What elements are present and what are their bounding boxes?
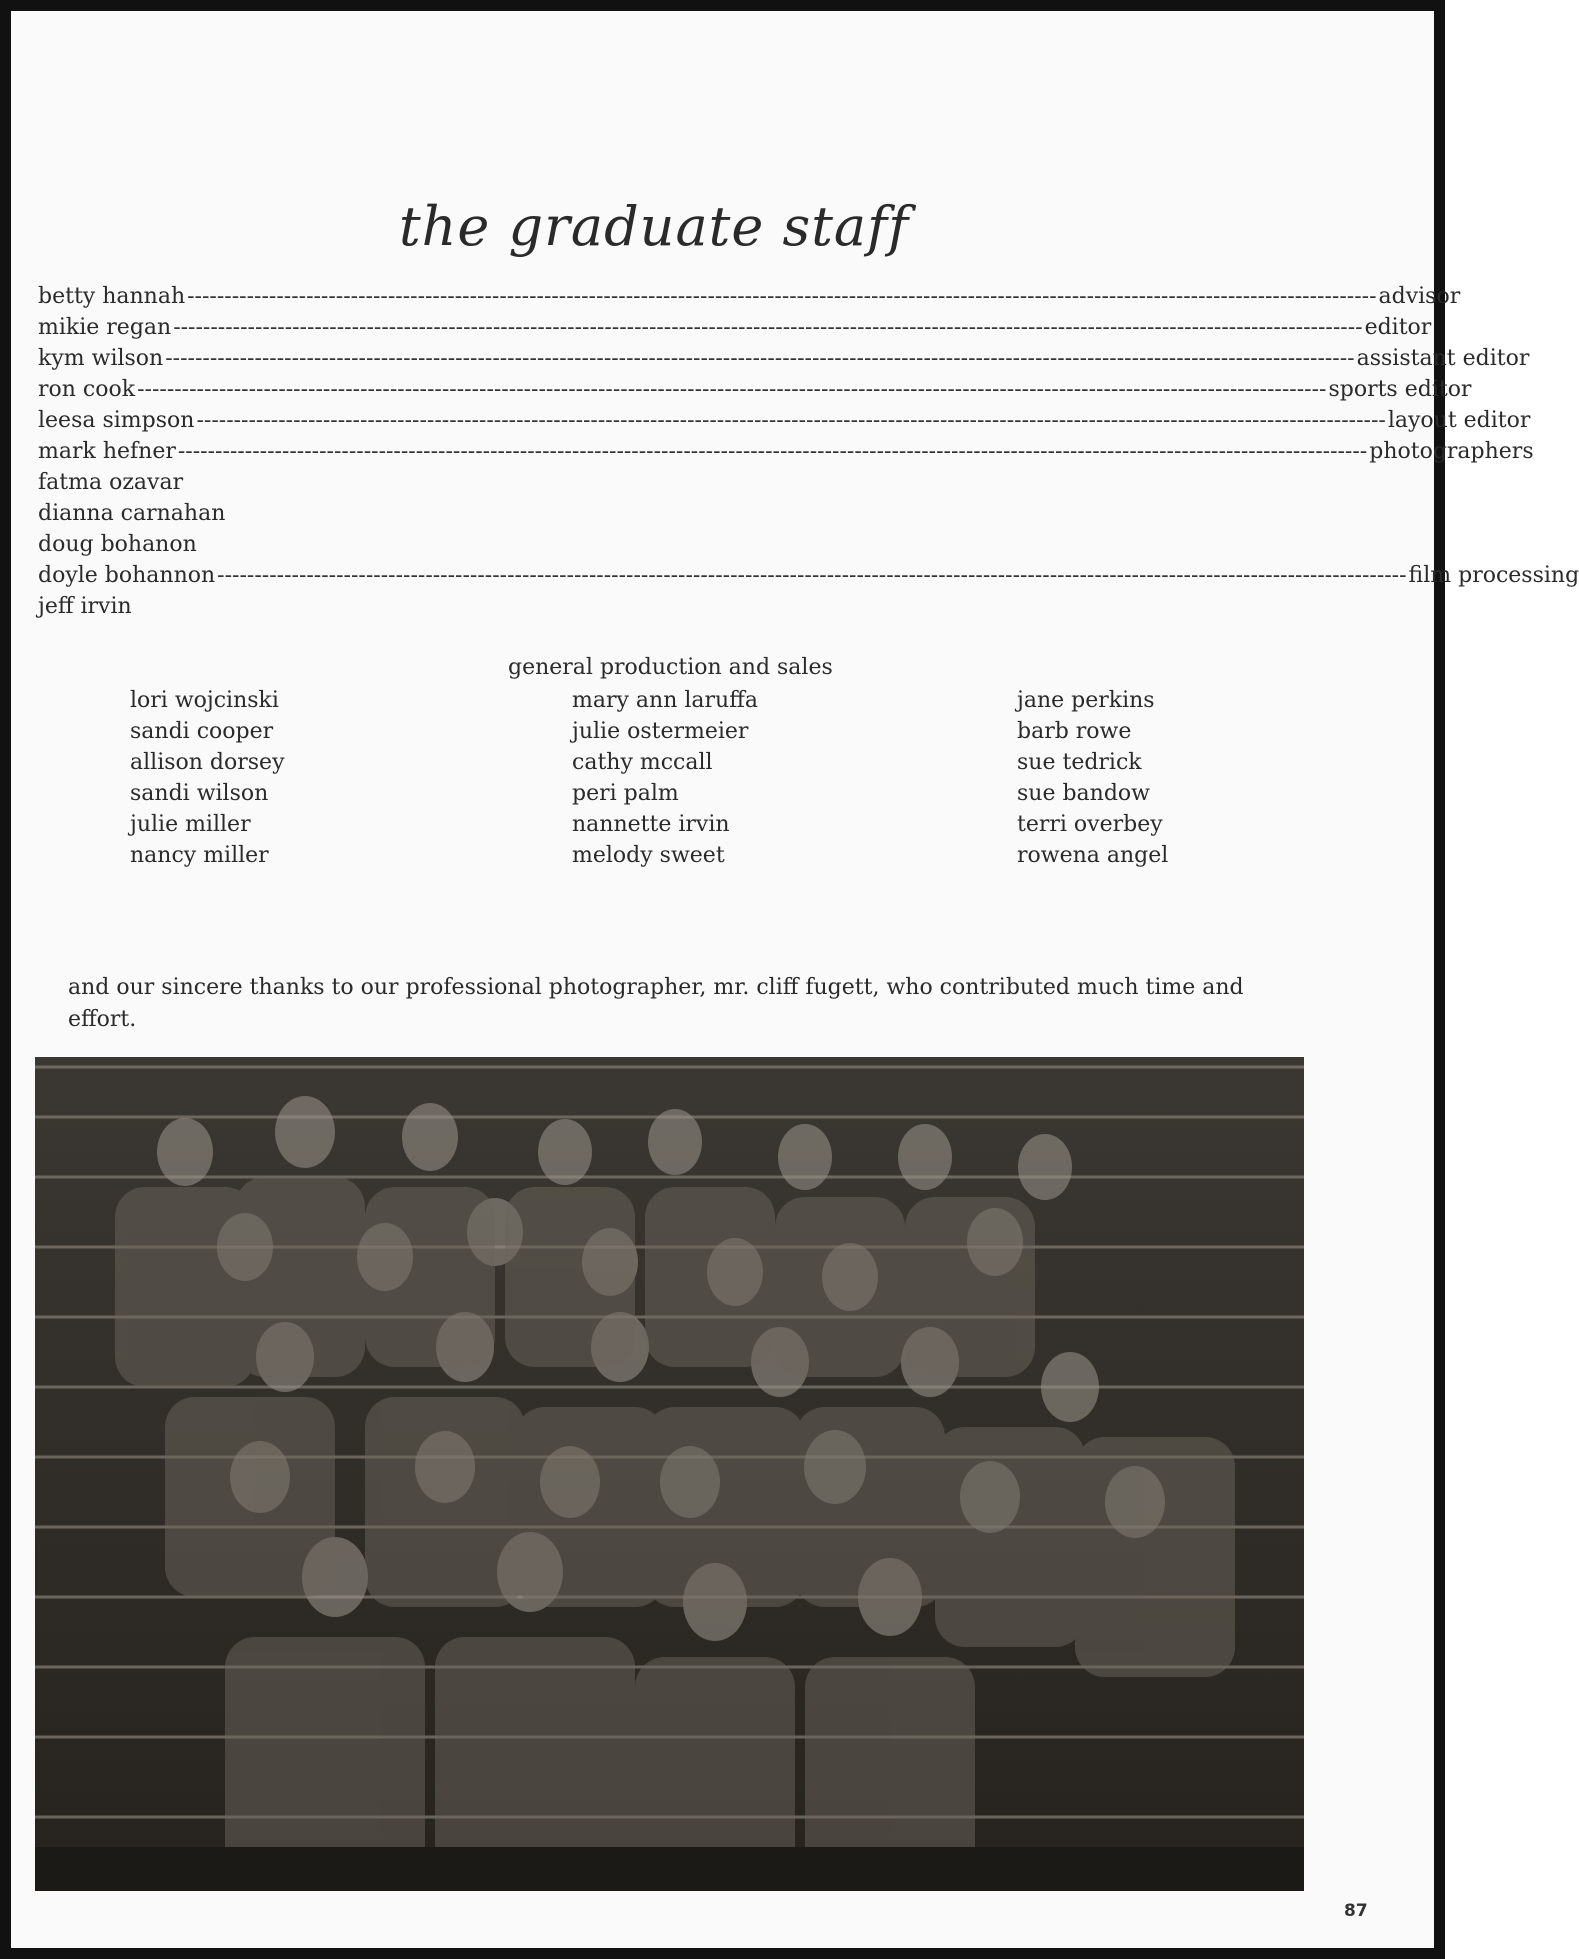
staff-row [38, 498, 1308, 529]
general-production-heading: general production and sales [508, 655, 833, 680]
member-name: julie ostermeier [572, 719, 749, 744]
staff-row [38, 374, 1472, 405]
member-name: cathy mccall [572, 750, 713, 775]
staff-name: kym wilson [38, 346, 164, 371]
staff-name: leesa simpson [38, 408, 195, 433]
staff-name: jeff irvin [38, 594, 132, 619]
member-name: peri palm [572, 781, 679, 806]
member-name: nancy miller [130, 843, 269, 868]
staff-row [38, 560, 1579, 591]
member-name: terri overbey [1017, 812, 1163, 837]
leader-dashes: ---------------------------------------------------------------------------------------------------------------------------------------------------------------- [177, 439, 1368, 464]
staff-name: mikie regan [38, 315, 172, 340]
staff-name: doyle bohannon [38, 563, 216, 588]
staff-name: dianna carnahan [38, 501, 226, 526]
member-name: sue tedrick [1017, 750, 1142, 775]
thanks-paragraph: and our sincere thanks to our professional photographer, mr. cliff fugett, who contributed much time and effort. [68, 975, 1244, 1032]
staff-role: photographers [1369, 439, 1534, 464]
member-name: allison dorsey [130, 750, 285, 775]
staff-role: layout editor [1387, 408, 1531, 433]
member-name: sandi wilson [130, 781, 269, 806]
member-name: melody sweet [572, 843, 725, 868]
staff-row [38, 467, 1308, 498]
staff-row [38, 591, 1308, 622]
member-name: jane perkins [1017, 688, 1155, 713]
member-name: sandi cooper [130, 719, 274, 744]
leader-dashes: ---------------------------------------------------------------------------------------------------------------------------------------------------------------- [196, 408, 1386, 433]
member-name: nannette irvin [572, 812, 730, 837]
leader-dashes: ---------------------------------------------------------------------------------------------------------------------------------------------------------------- [173, 315, 1363, 340]
staff-row [38, 436, 1534, 467]
staff-name: betty hannah [38, 284, 186, 309]
staff-row [38, 529, 1308, 560]
member-name: sue bandow [1017, 781, 1150, 806]
staff-role: film processing [1408, 563, 1579, 588]
member-name: lori wojcinski [130, 688, 279, 713]
page-number: 87 [1344, 1901, 1368, 1921]
staff-name: doug bohanon [38, 532, 197, 557]
production-column-1 [130, 685, 285, 871]
staff-row [38, 405, 1531, 436]
staff-role: assistant editor [1356, 346, 1530, 371]
staff-role: sports editor [1328, 377, 1472, 402]
staff-row [38, 343, 1530, 374]
staff-row [38, 312, 1432, 343]
staff-name: fatma ozavar [38, 470, 184, 495]
member-name: rowena angel [1017, 843, 1169, 868]
staff-role: advisor [1378, 284, 1461, 309]
leader-dashes: ---------------------------------------------------------------------------------------------------------------------------------------------------------------- [137, 377, 1327, 402]
page-title: the graduate staff [398, 195, 910, 258]
staff-role: editor [1364, 315, 1432, 340]
leader-dashes: ---------------------------------------------------------------------------------------------------------------------------------------------------------------- [217, 563, 1407, 588]
staff-name: ron cook [38, 377, 136, 402]
production-column-3 [1017, 685, 1168, 871]
staff-row [38, 281, 1461, 312]
production-column-2 [572, 685, 758, 871]
member-name: mary ann laruffa [572, 688, 758, 713]
staff-list [38, 281, 1579, 622]
group-photo [35, 1057, 1304, 1891]
member-name: julie miller [130, 812, 251, 837]
group-photo-image [35, 1057, 1304, 1891]
member-name: barb rowe [1017, 719, 1132, 744]
leader-dashes: ---------------------------------------------------------------------------------------------------------------------------------------------------------------- [165, 346, 1355, 371]
staff-name: mark hefner [38, 439, 176, 464]
leader-dashes: ---------------------------------------------------------------------------------------------------------------------------------------------------------------- [187, 284, 1377, 309]
